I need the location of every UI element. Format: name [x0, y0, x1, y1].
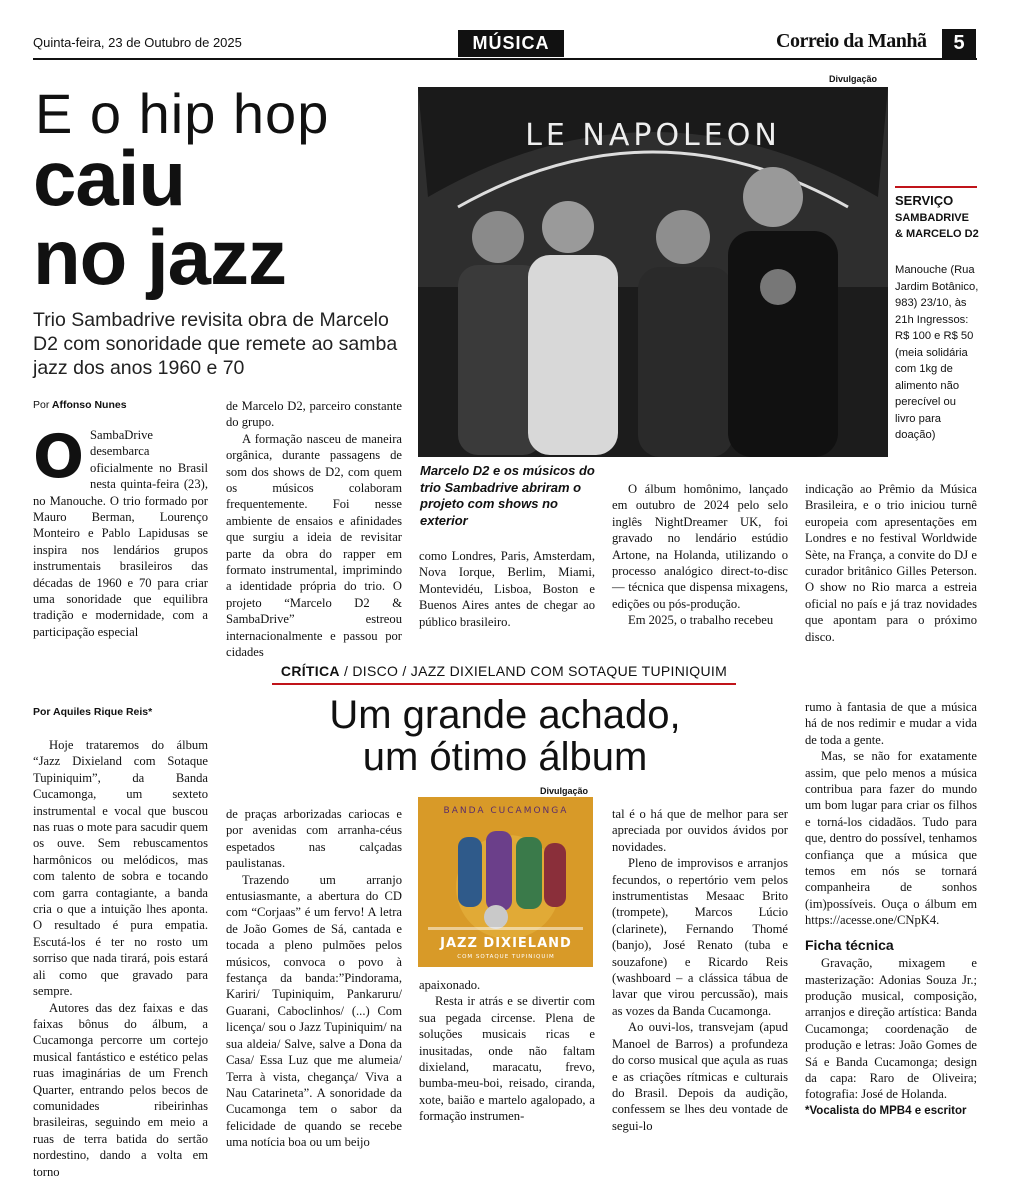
- issue-date: Quinta-feira, 23 de Outubro de 2025: [33, 35, 242, 50]
- service-title: SERVIÇO: [895, 193, 954, 208]
- critique-headline-line-2: um ótimo álbum: [362, 735, 648, 779]
- album-cover: [418, 797, 593, 967]
- tech-sheet-body: Gravação, mixagem e masterização: Adonias Souza Jr.; produção musical, composição, arranjos e direção artística: Banda Cucamonga; coordenação de produção e letras: João Gomes de Sá e Banda Cucamonga; design da capa: Raro de Oliveira; fotografia: José de Holanda.: [805, 956, 977, 1102]
- page-number: 5: [942, 29, 976, 58]
- article2-column-5: [805, 699, 977, 1119]
- photo-credit: Divulgação: [829, 74, 878, 84]
- article2-col1-p2: Autores das dez faixas e das faixas bônus do álbum, a Cucamonga percorre um cortejo musical fantástico e estético pelas ruas imaginárias de um French Quarter, entrando pelos becos de comunidades ribeirinhas brasileiras, seguindo em meio a ruas de terra batida do sertão nordestino, dando a volta em torno: [33, 1000, 208, 1179]
- article2-col3-p1: apaixonado.: [419, 978, 481, 992]
- article2-col4-p2: Pleno de improvisos e arranjos fecundos, o repertório vem pelos instrumentistas Mesaac Brito (trompete), Marcos Lúcio (clarinete), Fernando Thomé (banjo), José Renato (tuba e souzafone) e Ricardo Reis (washboard – a clássica tábua de lavar que virou percussão), mais as vozes da Banda Cucamonga.: [612, 856, 788, 1018]
- service-subtitle: SAMBADRIVE & MARCELO D2: [895, 212, 979, 240]
- article1-col1-text: SambaDrive desembarca oficialmente no Brasil nesta quinta-feira (23), no Manouche. O trio formado por Mauro Berman, Lourenço Monteiro e Pablo Lapidusas se inspira nos lendários grupos instrumentais brasileiros das décadas de 1960 e 70 para criar uma sonoridade que equilibra tradição e modernidade, com a participação especial: [33, 428, 208, 639]
- article1-column-2: [226, 398, 402, 661]
- article2-column-3: [419, 977, 595, 1125]
- band-photo: [418, 87, 888, 457]
- article2-column-1: [33, 737, 208, 1180]
- photo-caption: Marcelo D2 e os músicos do trio Sambadrive abriram o projeto com shows no exterior: [420, 463, 595, 528]
- header-rule: [33, 58, 977, 60]
- album-cover-illustration: [418, 797, 593, 967]
- subheadline: Trio Sambadrive revisita obra de Marcelo D2 com sonoridade que remete ao samba jazz dos anos 1960 e 70: [33, 309, 398, 379]
- album-band-name: BANDA CUCAMONGA: [443, 806, 569, 816]
- tech-sheet-title: Ficha técnica: [805, 936, 894, 953]
- album-subtitle: COM SOTAQUE TUPINIQUIM: [457, 954, 555, 960]
- photo-sign-text: LE NAPOLEON: [525, 118, 781, 153]
- article2-col5-p1: rumo à fantasia de que a música há de nos redimir e mudar a vida de toda a gente.: [805, 700, 977, 747]
- critique-headline: [230, 694, 780, 778]
- album-title: JAZZ DIXIELAND: [440, 936, 572, 951]
- service-rule: [895, 186, 977, 188]
- article1-column-4: [612, 481, 788, 629]
- byline-prefix: Por: [33, 399, 50, 411]
- section-tag: MÚSICA: [458, 30, 564, 57]
- article2-col2-p2: Trazendo um arranjo entusiasmante, a abertura do CD com “Corjaas” é um fervo! A letra de João Gomes de Sá, cantada e tocada a pleno pulmões pelos músicos, convoca o povo à festança da banda:”Pindorama, Kariri/ Tupiniquim, Pankaruru/ Guarani, Caboclinhos/ (...) Com licença/ sou o Jazz Tupiniquim/ na sua aldeia/ Salve, salve a Dona da Casa/ Essa Luz que me alumeia/ Terra à vista, chegança/ Viva a Nau Catarineta”. A sonoridade da Cucamonga tem o sabor da felicidade de quando se recebe uma notícia boa ou um beijo: [226, 872, 402, 1150]
- band-photo-illustration: [418, 87, 888, 457]
- article1-column-3: como Londres, Paris, Amsterdam, Nova Iorque, Berlim, Miami, Montevidéu, Lisboa, Boston e Buenos Aires antes de chegar ao público brasileiro.: [419, 549, 595, 629]
- kicker-label: CRÍTICA: [280, 663, 340, 679]
- article1-col2-p2: A formação nasceu de maneira orgânica, durante passagens de som dos shows de D2, com quem os músicos colaboram frequentemente. Foi nesse ambiente de ensaios e afinidades que surgiu a ideia de revisitar parte da obra do rapper em formato instrumental, imprimindo a identidade própria do trio. O projeto “Marcelo D2 & SambaDrive” estreou internacionalmente e passou por cidades: [226, 431, 402, 660]
- headline-line-3: no jazz: [33, 213, 287, 301]
- article2-col1-p1: Hoje trataremos do álbum “Jazz Dixieland com Sotaque Tupiniquim”, da Banda Cucamonga, um sexteto instrumental e vocal que buscou nas ruas o mote para sacudir quem os ouve. Sem rebuscamentos harmônicos ou melódicos, mas com talento de sobra e tocando com garra contagiante, a banda cria o que a intuição lhes aponta. O resultado é pura empatia. Escutá-los é ter no rosto um sorriso que nada tirará, pois estará ali como que gravado para sempre.: [33, 738, 208, 999]
- kicker-rule: [272, 683, 736, 685]
- article1-column-5: indicação ao Prêmio da Música Brasileira, e o trio iniciou turnê europeia com apresentações em Londres e no festival Worldwide Sète, na França, a convite do DJ e curador britânico Gilles Peterson. O show no Rio marca a estreia oficial no país e já traz novidades que apontam para o próximo disco.: [805, 482, 977, 644]
- critique-byline: Por Aquiles Rique Reis*: [33, 706, 153, 718]
- newspaper-name: Correio da Manhã: [776, 30, 927, 52]
- service-body: Manouche (Rua Jardim Botânico, 983) 23/10, às 21h Ingressos: R$ 100 e R$ 50 (meia solidária com 1kg de alimento não perecível ou livro para doação): [895, 264, 979, 441]
- article2-col4-p3: Ao ouvi-los, transvejam (apud Manoel de Barros) a profundeza do corso musical que açula as ruas e as criações rítmicas e culturais do Brasil. Depois da audição, confessem se lhes deu vontade de segui-lo: [612, 1020, 788, 1133]
- critique-headline-line-1: Um grande achado,: [329, 693, 681, 737]
- headline-line-2: caiu: [33, 134, 186, 222]
- author-footnote: *Vocalista do MPB4 e escritor: [805, 1104, 967, 1117]
- article1-col4-p1: O álbum homônimo, lançado em outubro de 2024 pelo selo inglês NightDreamer UK, foi gravado no lendário estúdio Artone, na Holanda, utilizando o processo analógico direct-to-disc — técnica que dispensa mixagens, edições ou pós-produção.: [612, 482, 788, 611]
- album-credit: Divulgação: [540, 786, 589, 796]
- article2-column-4: [612, 806, 788, 1134]
- kicker-rest: / DISCO / JAZZ DIXIELAND COM SOTAQUE TUPINIQUIM: [339, 663, 728, 679]
- byline-author: Affonso Nunes: [51, 399, 127, 411]
- article1-col4-p2: Em 2025, o trabalho recebeu: [628, 613, 774, 628]
- article1-column-1: [33, 422, 208, 640]
- article2-col4-p1: tal é o há que de melhor para ser apreciada por ouvidos ávidos por novidades.: [612, 807, 788, 854]
- drop-cap: O: [33, 422, 85, 492]
- article2-col3-p2: Resta ir atrás e se divertir com sua pegada circense. Plena de soluções musicais ricas e inusitadas, onde não faltam dixieland, maracatu, frevo, bumba-meu-boi, reisado, ciranda, xote, baião e martelo agalopado, a formação instrumen-: [419, 994, 595, 1124]
- article2-col5-p2: Mas, se não for exatamente assim, que pelo menos a música contribua para fazer do mundo um bom lugar para criar os filhos e torná-los cidadãos. Tudo para que, dentro do possível, tenhamos confiança que a música que temos em nós se tornará companheira de sonhos (im)possíveis. Ouça o álbum em https://acesse.one/CNpK4.: [805, 749, 977, 928]
- byline: [33, 399, 127, 411]
- headline-line-1: E o hip hop: [35, 82, 330, 145]
- article2-column-2: [226, 806, 402, 1151]
- article2-col2-p1: de praças arborizadas cariocas e por avenidas com arranha-céus espetados nas calçadas paulistanas.: [226, 807, 402, 871]
- critique-kicker: [272, 663, 736, 679]
- article1-col2-p1: de Marcelo D2, parceiro constante do grupo.: [226, 399, 402, 430]
